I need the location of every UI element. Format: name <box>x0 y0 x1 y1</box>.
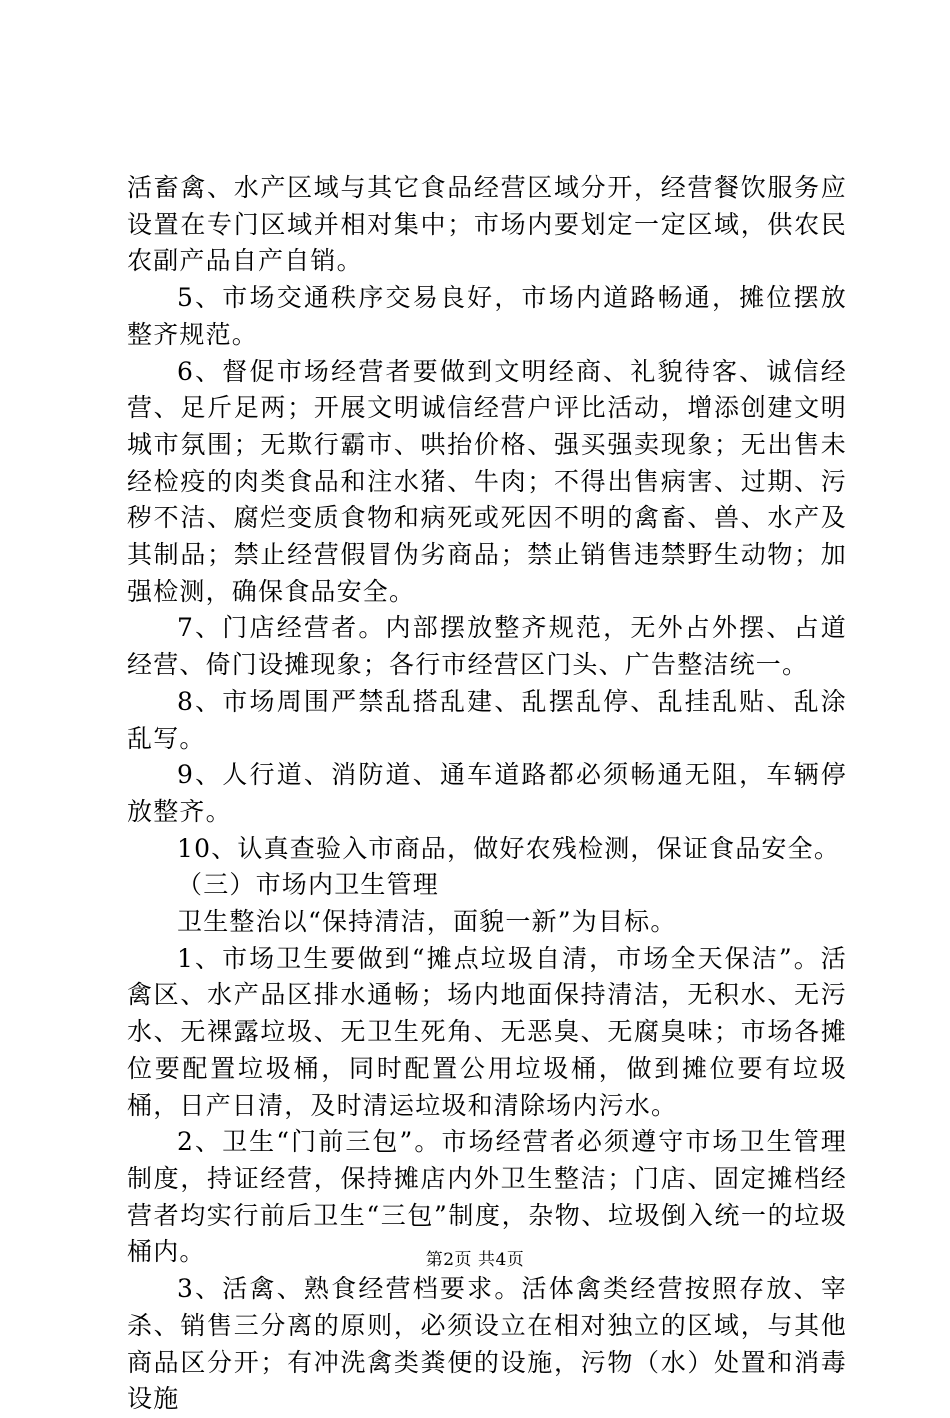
paragraph-continued: 活畜禽、水产区域与其它食品经营区域分开，经营餐饮服务应设置在专门区域并相对集中；市场内要划定一定区域，供农民农副产品自产自销。 <box>127 173 847 276</box>
list-item-5: 5、市场交通秩序交易良好，市场内道路畅通，摊位摆放整齐规范。 <box>127 283 847 349</box>
section-intro: 卫生整治以“保持清洁，面貌一新”为目标。 <box>177 907 677 937</box>
list-item-7: 7、门店经营者。内部摆放整齐规范，无外占外摆、占道经营、倚门设摊现象；各行市经营区门头、广告整洁统一。 <box>127 613 847 680</box>
hygiene-item-1: 1、市场卫生要做到“摊点垃圾自清，市场全天保洁”。活禽区、水产品区排水通畅；场内地面保持清洁，无积水、无污水、无裸露垃圾、无卫生死角、无恶臭、无腐臭味；市场各摊位要配置垃圾桶，同时配置公用垃圾桶，做到摊位要有垃圾桶，日产日清，及时清运垃圾和清除场内污水。 <box>127 943 847 1120</box>
list-item-6: 6、督促市场经营者要做到文明经商、礼貌待客、诚信经营、足斤足两；开展文明诚信经营户评比活动，增添创建文明城市氛围；无欺行霸市、哄抬价格、强买强卖现象；无出售未经检疫的肉类食品和注水猪、牛肉；不得出售病害、过期、污秽不洁、腐烂变质食物和病死或死因不明的禽畜、兽、水产及其制品；禁止经营假冒伪劣商品；禁止销售违禁野生动物；加强检测，确保食品安全。 <box>127 356 847 606</box>
document-body <box>127 170 847 1418</box>
hygiene-item-3: 3、活禽、熟食经营档要求。活体禽类经营按照存放、宰杀、销售三分离的原则，必须设立在相对独立的区域，与其他商品区分开；有冲洗禽类粪便的设施，污物（水）处置和消毒设施 <box>127 1274 847 1414</box>
list-item-9: 9、人行道、消防道、通车道路都必须畅通无阻，车辆停放整齐。 <box>127 760 847 826</box>
list-item-10: 10、认真查验入市商品，做好农残检测，保证食品安全。 <box>177 833 841 863</box>
hygiene-item-2: 2、卫生“门前三包”。市场经营者必须遵守市场卫生管理制度，持证经营，保持摊店内外卫生整洁；门店、固定摊档经营者均实行前后卫生“三包”制度，杂物、垃圾倒入统一的垃圾桶内。 <box>127 1127 847 1267</box>
page-number-footer: 第2页 共4页 <box>425 1250 525 1270</box>
section-heading: （三）市场内卫生管理 <box>177 870 440 900</box>
list-item-8: 8、市场周围严禁乱搭乱建、乱摆乱停、乱挂乱贴、乱涂乱写。 <box>127 686 847 753</box>
